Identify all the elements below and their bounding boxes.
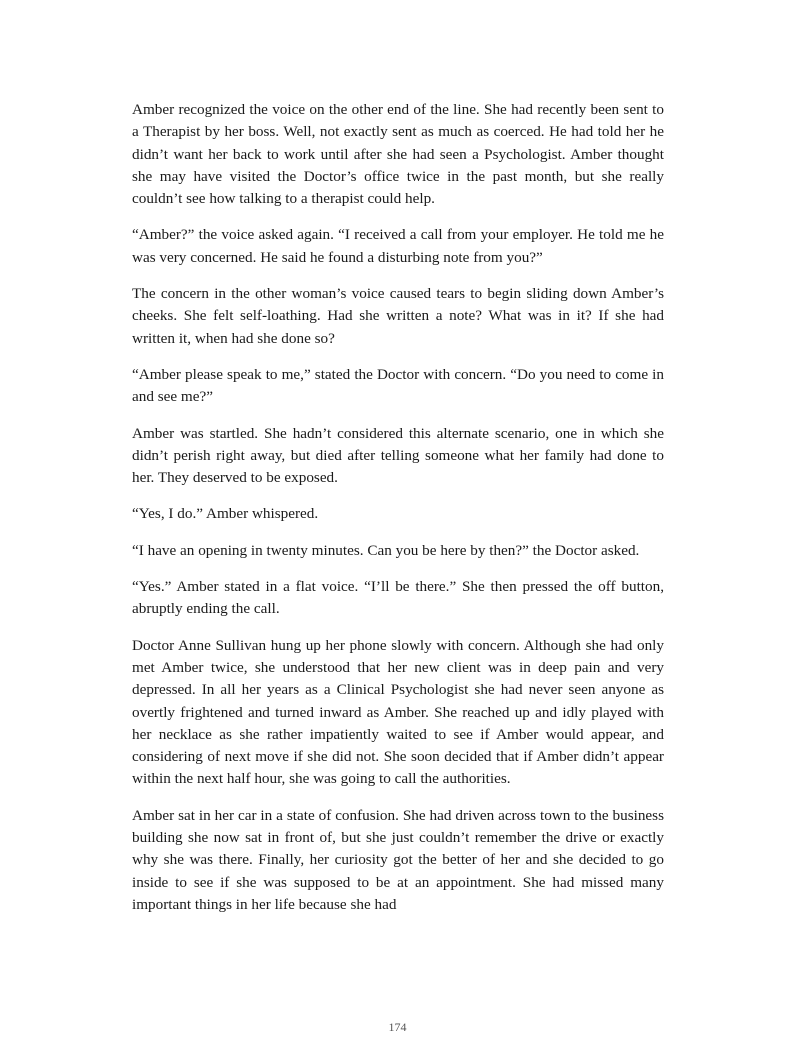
paragraph-1: Amber recognized the voice on the other end of the line. She had recently been sent to a Therapist by her boss. Well, not exactly sent as much as coerced. He had told her he didn’t want her back to work until after she had seen a Psychologist. Amber thought she may have visited the Doctor’s office twice in the past month, but she really couldn’t see how talking to a therapist could help. [132, 101, 664, 208]
paragraph-5: Amber was startled. She hadn’t considered this alternate scenario, one in which she didn’t perish right away, but died after telling someone what her family had done to her. They deserved to be exposed. [132, 424, 664, 487]
paragraph-3: The concern in the other woman’s voice caused tears to begin sliding down Amber’s cheeks. She felt self-loathing. Had she written a note? What was in it? If she had written it, when had she done so? [132, 285, 664, 347]
paragraph-6: “Yes, I do.” Amber whispered. [132, 505, 319, 523]
paragraph-2: “Amber?” the voice asked again. “I received a call from your employer. He told me he was very concerned. He said he found a disturbing note from you?” [132, 226, 664, 266]
body-text [132, 99, 664, 930]
paragraph-9: Doctor Anne Sullivan hung up her phone slowly with concern. Although she had only met Amber twice, she understood that her new client was in deep pain and very depressed. In all her years as a Clinical Psychologist she had never seen anyone as overtly frightened and turned inward as Amber. She reached up and idly played with her necklace as she rather impatiently waited to see if Amber would appear, and considering of next move if she did not. She soon decided that if Amber didn’t appear within the next half hour, she was going to call the authorities. [132, 636, 664, 788]
paragraph-8: “Yes.” Amber stated in a flat voice. “I’ll be there.” She then pressed the off button, abruptly ending the call. [132, 578, 664, 618]
paragraph-4: “Amber please speak to me,” stated the Doctor with concern. “Do you need to come in and see me?” [132, 365, 664, 406]
paragraph-10: Amber sat in her car in a state of confusion. She had driven across town to the business building she now sat in front of, but she just couldn’t remember the drive or exactly why she was there. Finally, her curiosity got the better of her and she decided to go inside to see if she was supposed to be at an appointment. She had missed many important things in her life because she had [132, 806, 664, 913]
page-number: 174 [388, 1020, 407, 1034]
paragraph-7: “I have an opening in twenty minutes. Can you be here by then?” the Doctor asked. [132, 541, 640, 559]
